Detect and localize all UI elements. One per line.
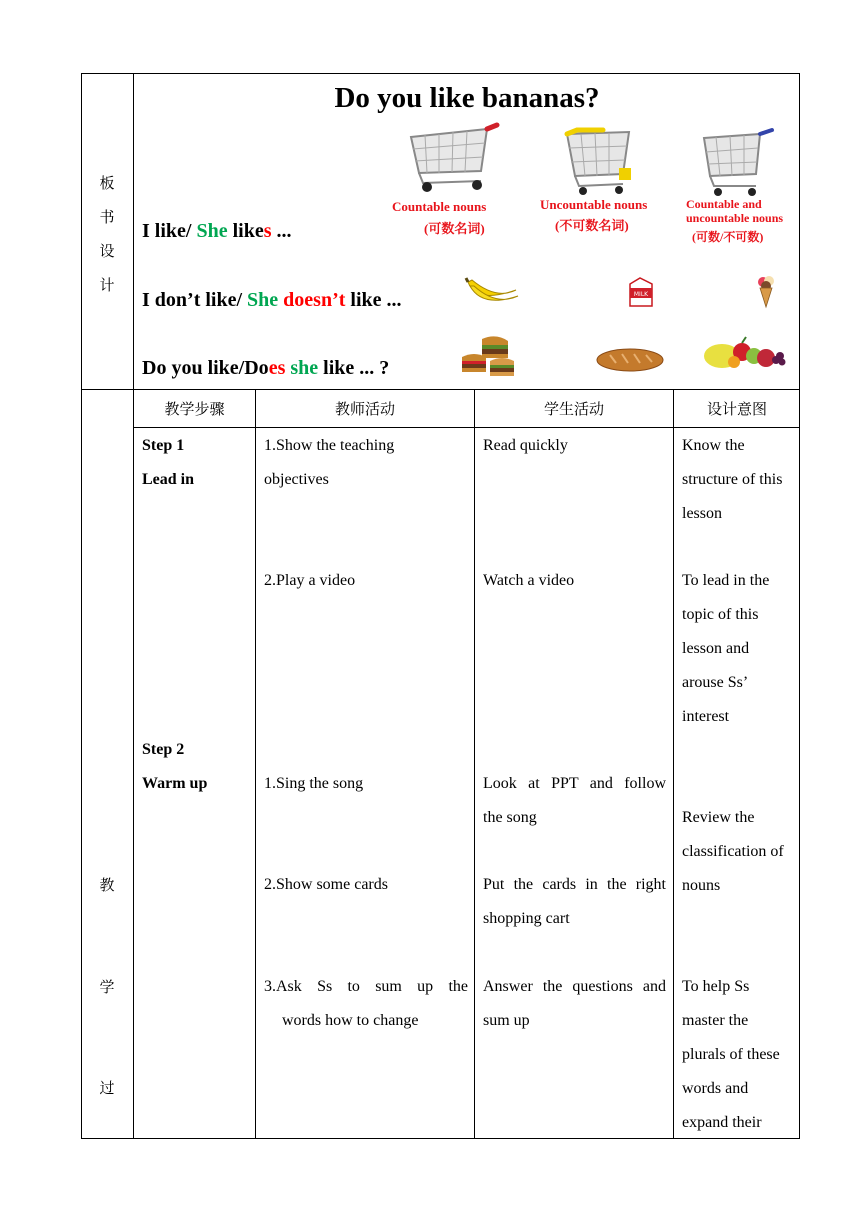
teacher-activity: 1.Sing the song — [264, 775, 364, 792]
text: topic of this — [682, 606, 759, 623]
text: Countable and — [686, 197, 762, 211]
countable-label — [392, 199, 486, 214]
banana-icon — [466, 276, 520, 308]
she-green: She — [247, 289, 279, 311]
text: Do you like/Do — [142, 357, 269, 379]
text: up — [417, 978, 434, 995]
text: I don’t like/ — [142, 289, 248, 311]
text: shopping cart — [483, 910, 570, 927]
step2-title: Step 2 — [142, 741, 185, 758]
step1-name: Lead in — [142, 471, 195, 488]
countable-cn-label — [424, 221, 485, 236]
student-activity — [483, 767, 666, 835]
student-activity: Read quickly — [483, 437, 568, 454]
uncountable-cn-label — [555, 218, 629, 233]
text: classification of — [682, 843, 784, 860]
shopping-cart-red-icon — [405, 123, 501, 195]
board-side-char: 板 — [99, 174, 115, 192]
she-green: she — [290, 357, 319, 379]
text: objectives — [264, 471, 329, 488]
sentence-dont-like — [142, 289, 402, 312]
text: words and — [682, 1080, 749, 1097]
text: To lead in the — [682, 572, 770, 589]
bread-icon — [596, 347, 664, 373]
text: ... — [271, 220, 292, 242]
text: 3.Ask — [264, 978, 302, 995]
process-side-char: 教 — [99, 876, 115, 894]
teacher-activity — [264, 429, 394, 497]
board-side-char: 设 — [99, 242, 115, 260]
text: sum up — [483, 1012, 530, 1029]
text: Know the — [682, 437, 745, 454]
board-side-char: 书 — [99, 208, 115, 226]
text: Uncountable nouns — [540, 197, 648, 212]
text: lesson and — [682, 640, 750, 657]
header-teacher: 教师活动 — [334, 400, 395, 418]
col-divider-2 — [474, 390, 475, 1139]
text: sum — [375, 978, 402, 995]
text: structure of this — [682, 471, 783, 488]
text: to — [347, 978, 360, 995]
sentence-like — [142, 220, 292, 243]
doesnt-red: doesn’t — [283, 289, 346, 311]
ice-cream-icon — [756, 274, 776, 308]
text: arouse Ss’ — [682, 674, 749, 691]
board-title: Do you like bananas? — [334, 82, 600, 114]
text: nouns — [682, 877, 721, 894]
text: Look at PPT and follow — [483, 775, 666, 792]
s-red: s — [263, 220, 272, 242]
design-purpose — [682, 429, 782, 531]
text: (不可数名词) — [555, 218, 629, 233]
process-side-char: 学 — [99, 978, 115, 996]
text: lesson — [682, 505, 722, 522]
col-divider-1 — [255, 390, 256, 1139]
design-purpose — [682, 801, 784, 903]
text: plurals of these — [682, 1046, 780, 1063]
teacher-activity: 2.Show some cards — [264, 876, 388, 893]
col-divider-3 — [673, 390, 674, 1139]
text: expand their — [682, 1114, 762, 1131]
milk-icon — [626, 276, 656, 308]
both-cn-label — [692, 230, 763, 245]
header-purpose: 设计意图 — [706, 400, 767, 418]
text: interest — [682, 708, 730, 725]
text: (可数名词) — [424, 221, 485, 236]
text: (可数/不可数) — [692, 230, 764, 244]
shopping-cart-yellow-icon — [563, 128, 635, 198]
es-red: es — [268, 357, 286, 379]
uncountable-label — [540, 197, 647, 212]
text: To help Ss — [682, 978, 750, 995]
text: 1.Show the teaching — [264, 437, 395, 454]
svg-text:MILK: MILK — [633, 291, 649, 298]
design-purpose — [682, 970, 780, 1140]
student-activity — [483, 970, 666, 1038]
step1-title: Step 1 — [142, 437, 185, 454]
shopping-cart-blue-icon — [700, 128, 776, 200]
step2-name: Warm up — [142, 775, 208, 792]
text: the song — [483, 809, 537, 826]
text: I like/ — [142, 220, 197, 242]
teacher-activity — [264, 970, 468, 1038]
process-side-char: 过 — [99, 1079, 115, 1097]
text: like ... ? — [318, 357, 390, 379]
text: master the — [682, 1012, 749, 1029]
student-activity — [483, 868, 666, 936]
text: like ... — [345, 289, 402, 311]
text: Ss — [317, 978, 333, 995]
text: Countable nouns — [392, 199, 487, 214]
board-side-char: 计 — [99, 276, 115, 294]
burger-icon — [460, 335, 516, 379]
text: Put the cards in the right — [483, 876, 666, 893]
sentence-question — [142, 357, 389, 380]
col-divider-side — [133, 73, 134, 1139]
header-steps: 教学步骤 — [164, 400, 225, 418]
text: words how to change — [282, 1012, 419, 1029]
teacher-activity: 2.Play a video — [264, 572, 356, 589]
text: uncountable nouns — [686, 211, 784, 225]
design-purpose — [682, 564, 769, 734]
text: like — [227, 220, 264, 242]
both-label — [686, 197, 783, 225]
text: Review the — [682, 809, 755, 826]
she-green: She — [196, 220, 228, 242]
text: Answer the questions and — [483, 978, 666, 995]
fruits-icon — [702, 334, 786, 372]
text: the — [448, 978, 468, 995]
header-student: 学生活动 — [543, 400, 604, 418]
student-activity: Watch a video — [483, 572, 575, 589]
